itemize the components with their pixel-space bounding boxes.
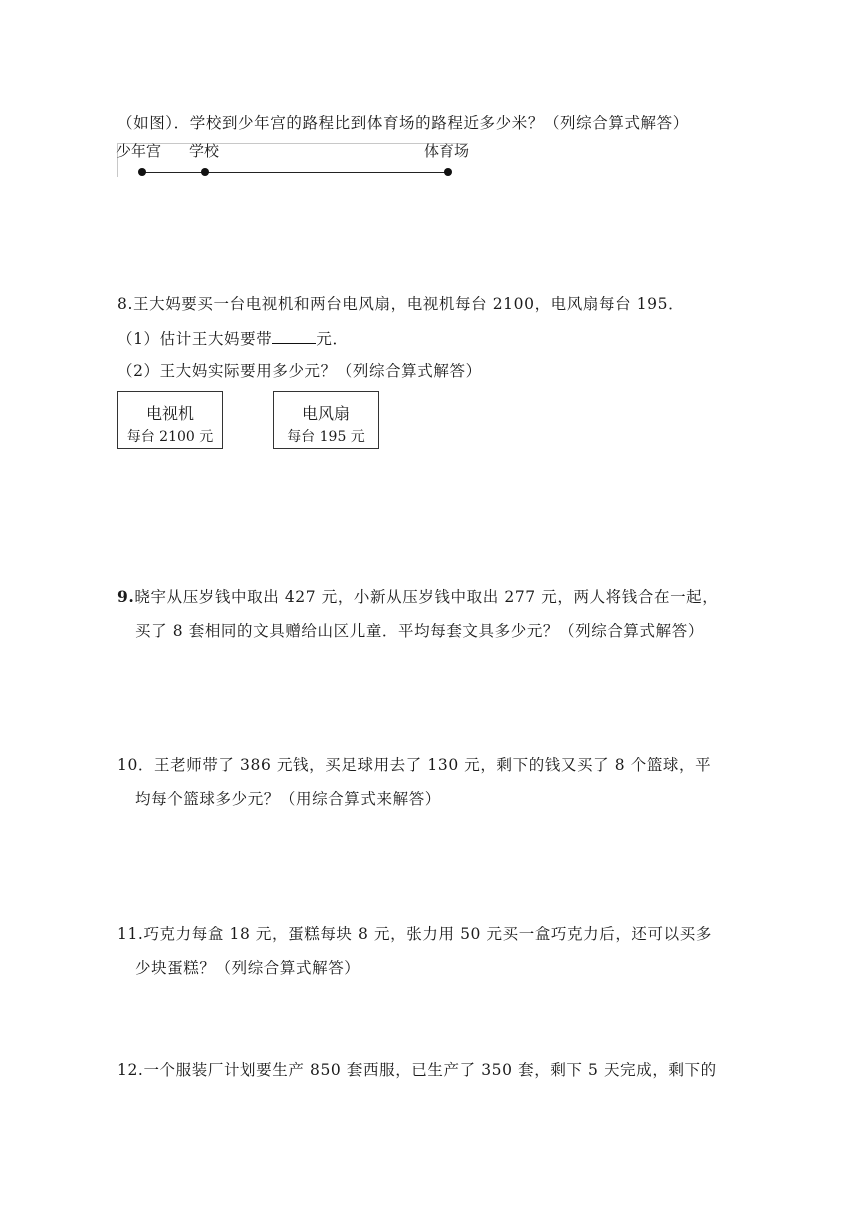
- q9-number: 9.: [117, 587, 135, 606]
- point-stadium: [444, 168, 452, 176]
- q8-part1: [117, 327, 349, 349]
- q10-line2: 均每个篮球多少元？（用综合算式来解答）: [135, 790, 441, 808]
- tv-name: 电视机: [145, 404, 194, 423]
- fan-price-box: [273, 391, 379, 449]
- label-stadium: 体育场: [424, 142, 470, 160]
- q7-text: （如图）．学校到少年宫的路程比到体育场的路程近多少米？（列综合算式解答）: [117, 114, 689, 132]
- tv-price: 每台 2100 元: [126, 429, 214, 445]
- q8-part1-before: （1）估计王大妈要带: [117, 330, 273, 348]
- route-line: [142, 172, 448, 173]
- q8-part2: （2）王大妈实际要用多少元？（列综合算式解答）: [117, 362, 482, 380]
- answer-blank[interactable]: [272, 329, 316, 344]
- label-school: 学校: [189, 142, 220, 160]
- q11-line2: 少块蛋糕？（列综合算式解答）: [135, 959, 361, 977]
- tv-price-box: [117, 391, 223, 449]
- q8-part1-after: 元．: [316, 330, 349, 348]
- q9-line2: 买了 8 套相同的文具赠给山区儿童．平均每套文具多少元？（列综合算式解答）: [135, 622, 704, 640]
- fan-price: 每台 195 元: [287, 429, 365, 445]
- diagram-frame-top: [118, 143, 468, 144]
- point-school: [201, 168, 209, 176]
- fan-name: 电风扇: [301, 404, 350, 423]
- q10-line1: 10．王老师带了 386 元钱，买足球用去了 130 元，剩下的钱又买了 8 个篮球，平: [117, 756, 712, 774]
- label-youth-palace: 少年宫: [116, 142, 162, 160]
- q11-line1: 11.巧克力每盒 18 元，蛋糕每块 8 元，张力用 50 元买一盒巧克力后，还可以买多: [117, 925, 712, 943]
- q9-line1: [117, 585, 718, 607]
- route-diagram: [114, 140, 474, 180]
- q8-text: 8.王大妈要买一台电视机和两台电风扇，电视机每台 2100，电风扇每台 195．: [117, 295, 685, 313]
- q9-line1-text: 晓宇从压岁钱中取出 427 元，小新从压岁钱中取出 277 元，两人将钱合在一起，: [134, 588, 719, 606]
- point-youth-palace: [138, 168, 146, 176]
- q12-line1: 12.一个服装厂计划要生产 850 套西服，已生产了 350 套，剩下 5 天完成，剩下的: [117, 1061, 717, 1079]
